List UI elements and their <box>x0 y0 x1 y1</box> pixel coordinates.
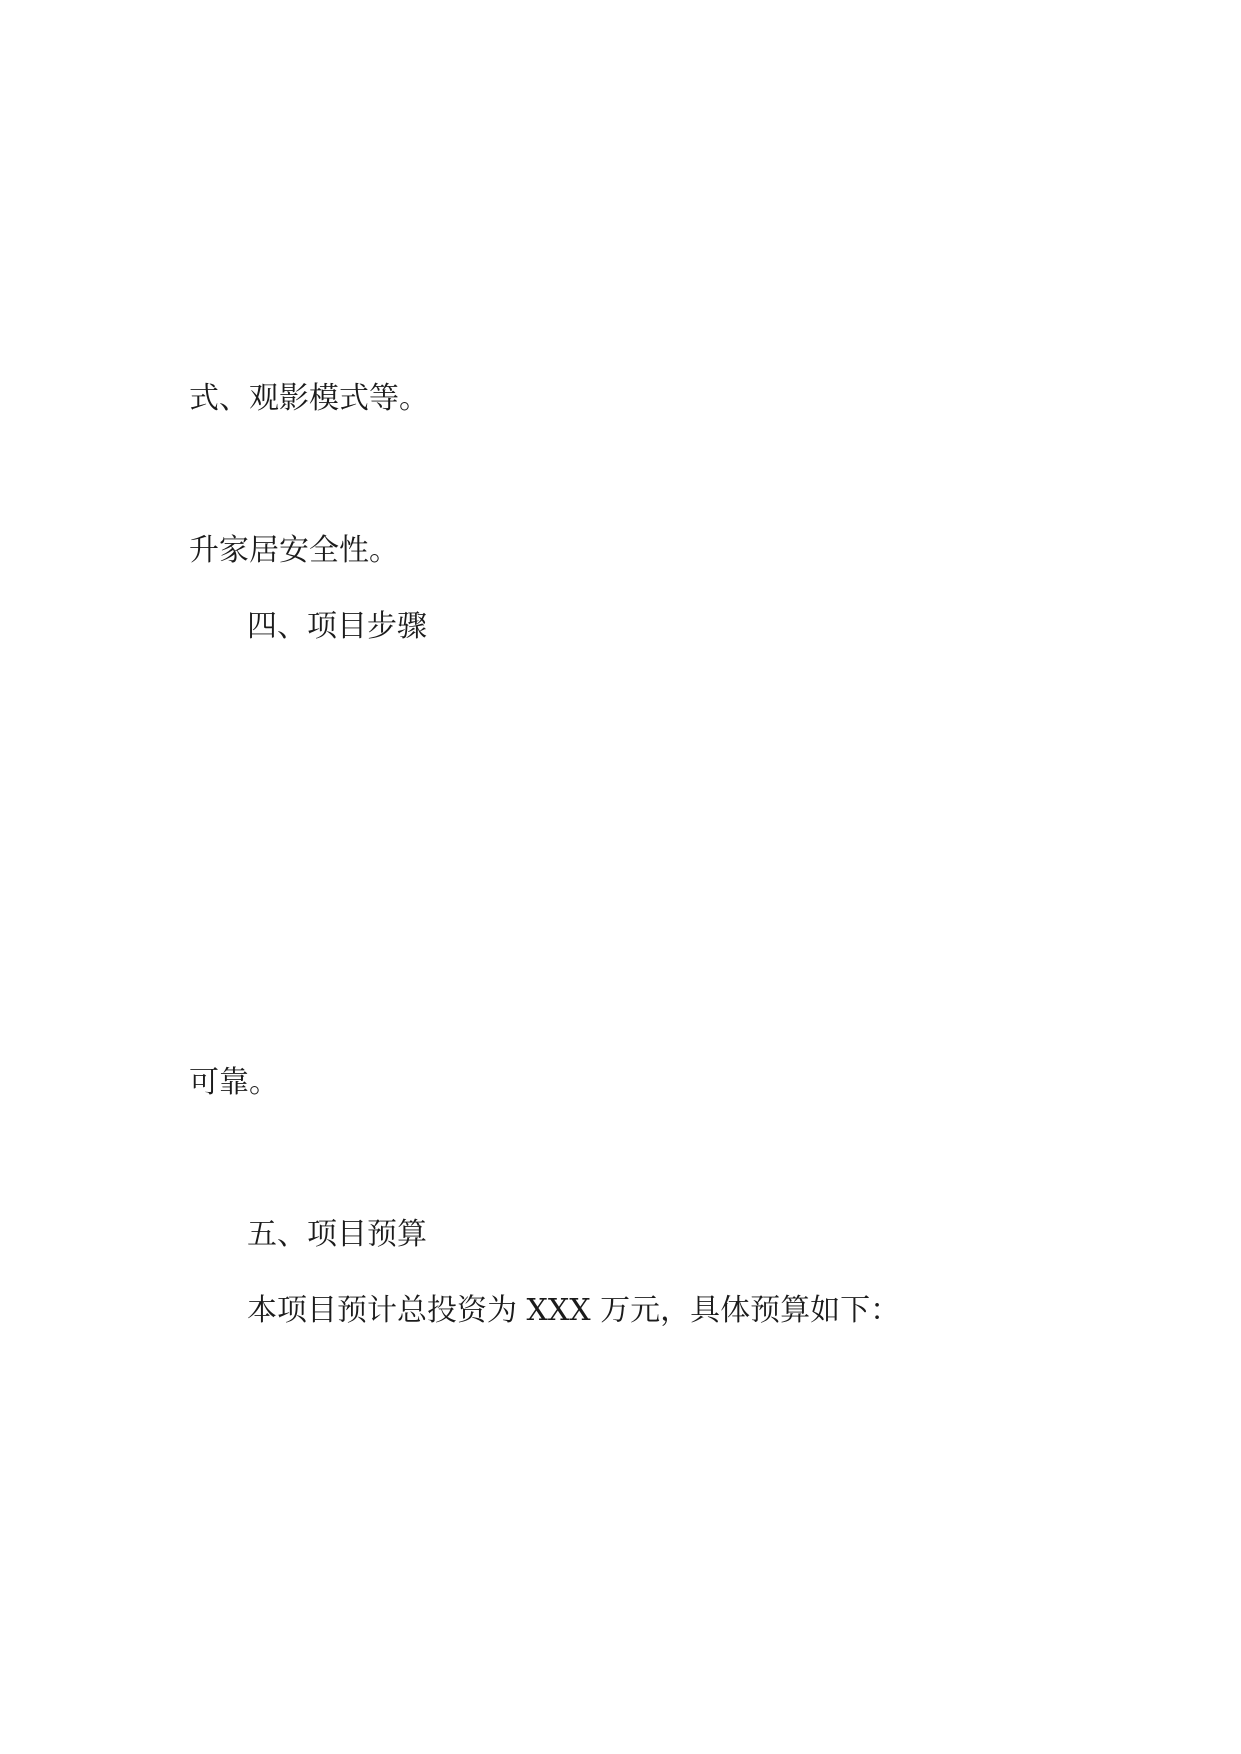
budget-item <box>0 1425 1241 1501</box>
section-heading: 四、项目步骤 <box>247 609 427 644</box>
feature-item <box>0 285 1241 361</box>
step-item <box>0 893 1241 969</box>
step-item <box>0 1121 1241 1197</box>
step-item <box>0 969 1241 1045</box>
section-heading: 五、项目预算 <box>247 1217 427 1252</box>
step-item <box>0 665 1241 741</box>
feature-item <box>0 437 1241 513</box>
feature-item <box>0 133 1241 209</box>
feature-item <box>0 209 1241 285</box>
budget-item <box>0 1501 1241 1577</box>
step-item <box>0 741 1241 817</box>
budget-intro: 本项目预计总投资为 XXX 万元，具体预算如下： <box>247 1293 901 1328</box>
list-item-continuation: 式、观影模式等。 <box>189 381 429 416</box>
list-item-continuation: 可靠。 <box>189 1065 279 1100</box>
budget-item <box>0 1349 1241 1425</box>
step-item <box>0 817 1241 893</box>
list-item-continuation: 升家居安全性。 <box>189 533 399 568</box>
